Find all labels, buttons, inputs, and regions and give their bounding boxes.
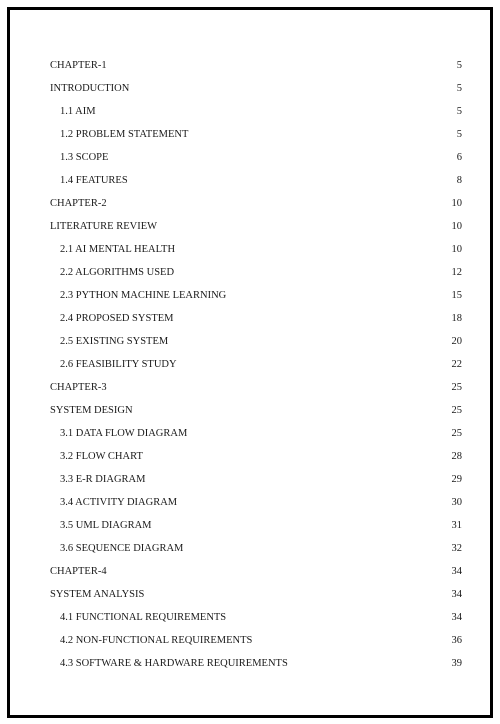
toc-entry-page-number: 32 xyxy=(451,543,462,554)
toc-entry-page-number: 10 xyxy=(451,221,462,232)
toc-entry-label: 4.1 FUNCTIONAL REQUIREMENTS xyxy=(60,612,227,623)
toc-subentry xyxy=(50,629,462,652)
toc-entry xyxy=(50,54,462,77)
toc-entry-label: 3.3 E-R DIAGRAM xyxy=(60,474,146,485)
toc-entry-page-number: 5 xyxy=(456,60,462,71)
toc-entry xyxy=(50,399,462,422)
toc-subentry xyxy=(50,261,462,284)
toc-subentry xyxy=(50,422,462,445)
toc-entry-label: 2.6 FEASIBILITY STUDY xyxy=(60,359,177,370)
toc-entry-label: 4.3 SOFTWARE & HARDWARE REQUIREMENTS xyxy=(60,658,288,669)
toc-entry-page-number: 12 xyxy=(451,267,462,278)
toc-entry xyxy=(50,192,462,215)
toc-entry-page-number: 22 xyxy=(451,359,462,370)
toc-entry-label: 2.4 PROPOSED SYSTEM xyxy=(60,313,174,324)
toc-subentry xyxy=(50,169,462,192)
toc-entry-label: 2.3 PYTHON MACHINE LEARNING xyxy=(60,290,227,301)
toc-entry-page-number: 20 xyxy=(451,336,462,347)
toc-entry-label: 1.4 FEATURES xyxy=(60,175,128,186)
toc-entry-label: 3.4 ACTIVITY DIAGRAM xyxy=(60,497,178,508)
table-of-contents xyxy=(50,54,462,675)
toc-entry-label: CHAPTER-2 xyxy=(50,198,107,209)
toc-entry-page-number: 5 xyxy=(456,83,462,94)
toc-entry-label: CHAPTER-1 xyxy=(50,60,107,71)
toc-entry-page-number: 28 xyxy=(451,451,462,462)
toc-entry-page-number: 25 xyxy=(451,405,462,416)
toc-subentry xyxy=(50,606,462,629)
toc-subentry xyxy=(50,330,462,353)
toc-entry-page-number: 34 xyxy=(451,589,462,600)
toc-entry-label: 1.1 AIM xyxy=(60,106,96,117)
toc-subentry xyxy=(50,537,462,560)
toc-entry-page-number: 5 xyxy=(456,106,462,117)
toc-entry-label: 2.2 ALGORITHMS USED xyxy=(60,267,175,278)
toc-subentry xyxy=(50,652,462,675)
toc-entry-page-number: 30 xyxy=(451,497,462,508)
toc-entry-label: 3.2 FLOW CHART xyxy=(60,451,143,462)
page-frame xyxy=(7,7,493,718)
toc-entry-page-number: 25 xyxy=(451,428,462,439)
toc-subentry xyxy=(50,123,462,146)
toc-entry-page-number: 5 xyxy=(456,129,462,140)
toc-entry-label: 3.6 SEQUENCE DIAGRAM xyxy=(60,543,184,554)
toc-entry-label: CHAPTER-3 xyxy=(50,382,107,393)
toc-entry-label: 2.1 AI MENTAL HEALTH xyxy=(60,244,176,255)
toc-entry-page-number: 39 xyxy=(451,658,462,669)
toc-subentry xyxy=(50,353,462,376)
toc-entry xyxy=(50,376,462,399)
toc-entry-page-number: 15 xyxy=(451,290,462,301)
toc-entry-label: SYSTEM ANALYSIS xyxy=(50,589,145,600)
toc-subentry xyxy=(50,514,462,537)
toc-entry-label: 3.5 UML DIAGRAM xyxy=(60,520,152,531)
toc-entry-page-number: 36 xyxy=(451,635,462,646)
toc-subentry xyxy=(50,146,462,169)
toc-entry-label: 1.2 PROBLEM STATEMENT xyxy=(60,129,189,140)
toc-entry xyxy=(50,77,462,100)
toc-entry-page-number: 6 xyxy=(456,152,462,163)
toc-subentry xyxy=(50,238,462,261)
toc-entry-page-number: 34 xyxy=(451,566,462,577)
toc-entry-label: 4.2 NON-FUNCTIONAL REQUIREMENTS xyxy=(60,635,253,646)
toc-entry-label: 2.5 EXISTING SYSTEM xyxy=(60,336,169,347)
toc-subentry xyxy=(50,491,462,514)
toc-entry-page-number: 31 xyxy=(451,520,462,531)
toc-subentry xyxy=(50,100,462,123)
toc-entry-page-number: 18 xyxy=(451,313,462,324)
toc-subentry xyxy=(50,445,462,468)
toc-entry xyxy=(50,560,462,583)
toc-entry-label: 3.1 DATA FLOW DIAGRAM xyxy=(60,428,188,439)
toc-entry-label: SYSTEM DESIGN xyxy=(50,405,133,416)
toc-subentry xyxy=(50,307,462,330)
toc-entry xyxy=(50,215,462,238)
toc-entry-page-number: 10 xyxy=(451,198,462,209)
toc-entry-label: LITERATURE REVIEW xyxy=(50,221,158,232)
toc-entry-label: 1.3 SCOPE xyxy=(60,152,109,163)
toc-entry-page-number: 25 xyxy=(451,382,462,393)
toc-entry-label: INTRODUCTION xyxy=(50,83,130,94)
toc-entry-page-number: 29 xyxy=(451,474,462,485)
toc-entry-page-number: 8 xyxy=(456,175,462,186)
toc-entry-page-number: 10 xyxy=(451,244,462,255)
toc-entry-page-number: 34 xyxy=(451,612,462,623)
toc-subentry xyxy=(50,284,462,307)
toc-subentry xyxy=(50,468,462,491)
toc-entry-label: CHAPTER-4 xyxy=(50,566,107,577)
toc-entry xyxy=(50,583,462,606)
